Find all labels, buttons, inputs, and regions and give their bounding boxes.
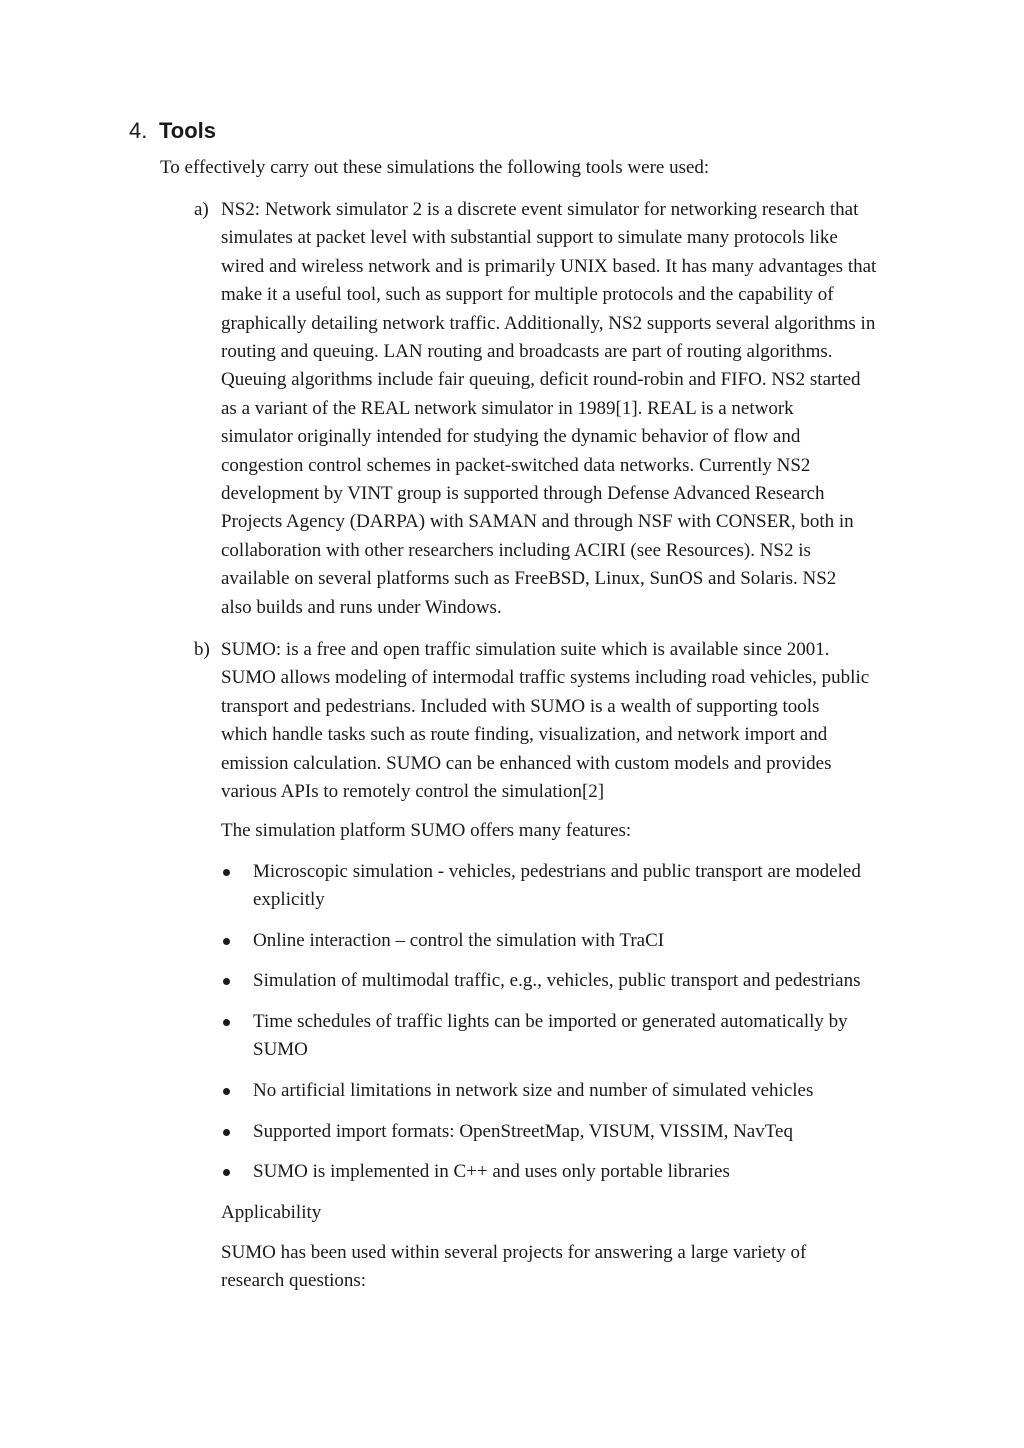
text-line: research questions:	[221, 1270, 367, 1292]
text-line: Online interaction – control the simulation with TraCI	[253, 930, 665, 951]
list-item-text	[221, 196, 934, 622]
text-line: various APIs to remotely control the simulation[2]	[221, 781, 605, 803]
bullet-icon	[223, 1169, 230, 1176]
text-line: make it a useful tool, such as support for multiple protocols and the capability of	[221, 284, 834, 306]
text-line: Projects Agency (DARPA) with SAMAN and through NSF with CONSER, both in	[221, 511, 854, 533]
text-line: Queuing algorithms include fair queuing, deficit round-robin and FIFO. NS2 started	[221, 369, 861, 391]
feature-bullet	[221, 1008, 934, 1065]
text-line: No artificial limitations in network size and number of simulated vehicles	[253, 1080, 814, 1101]
list-item-ns2	[194, 196, 934, 622]
section-intro: To effectively carry out these simulations the following tools were used:	[160, 157, 710, 178]
text-line: transport and pedestrians. Included with SUMO is a wealth of supporting tools	[221, 695, 820, 717]
feature-bullet	[221, 858, 934, 915]
features-intro	[221, 817, 934, 845]
text-line: The simulation platform SUMO offers many features:	[221, 820, 632, 841]
feature-text	[253, 858, 934, 915]
text-line: wired and wireless network and is primarily UNIX based. It has many advantages that	[221, 255, 877, 277]
text-line: available on several platforms such as FreeBSD, Linux, SunOS and Solaris. NS2	[221, 568, 837, 590]
bullet-icon	[223, 1088, 230, 1095]
list-item-text	[221, 636, 934, 806]
text-line: Applicability	[221, 1202, 322, 1223]
text-line: NS2: Network simulator 2 is a discrete event simulator for networking research that	[221, 199, 859, 220]
text-line: routing and queuing. LAN routing and broadcasts are part of routing algorithms.	[221, 341, 833, 363]
section-heading	[129, 116, 216, 146]
bullet-icon	[223, 1129, 230, 1136]
feature-bullet	[221, 1077, 934, 1105]
text-line: simulator originally intended for studying the dynamic behavior of flow and	[221, 426, 801, 448]
feature-bullet	[221, 927, 934, 955]
feature-text	[253, 1158, 934, 1186]
text-line: graphically detailing network traffic. Additionally, NS2 supports several algorithms in	[221, 312, 876, 334]
feature-bullet	[221, 967, 934, 995]
bullet-icon	[223, 938, 230, 945]
feature-bullet	[221, 1158, 934, 1186]
list-item-label: b)	[194, 639, 210, 660]
text-line: Time schedules of traffic lights can be imported or generated automatically by	[253, 1011, 848, 1032]
text-line: also builds and runs under Windows.	[221, 596, 502, 618]
section-number: 4.	[129, 118, 148, 143]
bullet-icon	[223, 1019, 230, 1026]
text-line: emission calculation. SUMO can be enhanced with custom models and provides	[221, 752, 832, 774]
feature-text	[253, 1077, 934, 1105]
text-line: SUMO is implemented in C++ and uses only portable libraries	[253, 1161, 730, 1182]
feature-text	[253, 967, 934, 995]
feature-text	[253, 1008, 934, 1065]
section-title: Tools	[159, 118, 217, 143]
list-item-label: a)	[194, 199, 209, 220]
feature-bullet	[221, 1118, 934, 1146]
text-line: SUMO: is a free and open traffic simulation suite which is available since 2001.	[221, 639, 830, 660]
text-line: as a variant of the REAL network simulator in 1989[1]. REAL is a network	[221, 397, 794, 419]
applicability-heading	[221, 1199, 934, 1227]
text-line: SUMO has been used within several projects for answering a large variety of	[221, 1242, 807, 1263]
text-line: SUMO allows modeling of intermodal traffic systems including road vehicles, public	[221, 667, 870, 689]
text-line: Microscopic simulation - vehicles, pedestrians and public transport are modeled	[253, 861, 861, 882]
feature-text	[253, 927, 934, 955]
bullet-icon	[223, 869, 230, 876]
applicability-text	[221, 1239, 934, 1296]
text-line: simulates at packet level with substantial support to simulate many protocols like	[221, 227, 838, 249]
text-line: collaboration with other researchers including ACIRI (see Resources). NS2 is	[221, 539, 811, 561]
text-line: development by VINT group is supported through Defense Advanced Research	[221, 483, 825, 505]
bullet-icon	[223, 978, 230, 985]
list-item-sumo	[194, 636, 934, 806]
text-line: Simulation of multimodal traffic, e.g., vehicles, public transport and pedestrians	[253, 970, 861, 991]
feature-text	[253, 1118, 934, 1146]
text-line: explicitly	[253, 889, 325, 911]
text-line: congestion control schemes in packet-switched data networks. Currently NS2	[221, 454, 811, 476]
text-line: Supported import formats: OpenStreetMap, VISUM, VISSIM, NavTeq	[253, 1121, 793, 1142]
text-line: SUMO	[253, 1039, 308, 1061]
text-line: which handle tasks such as route finding, visualization, and network import and	[221, 724, 828, 746]
